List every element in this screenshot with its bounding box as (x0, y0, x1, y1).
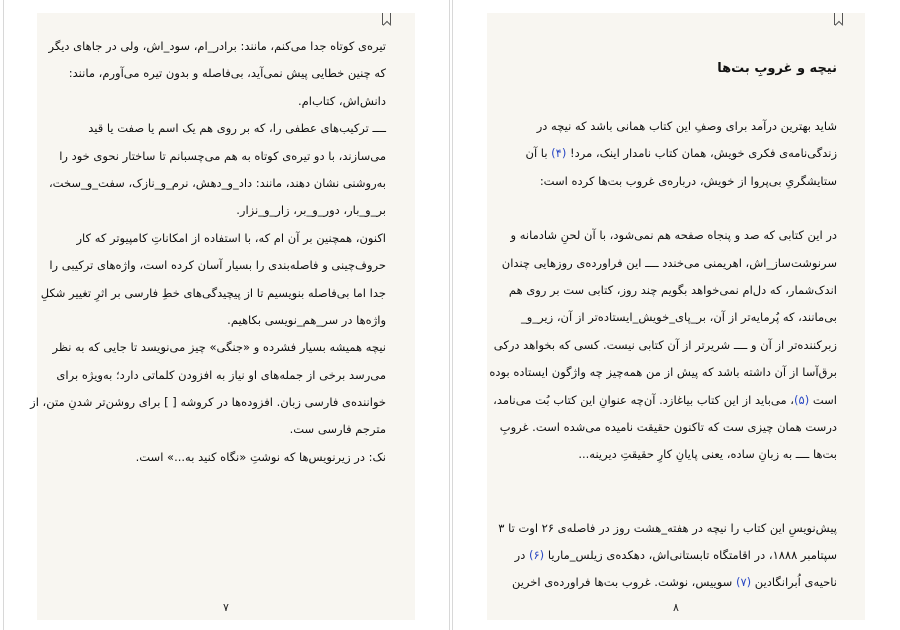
text-line: تیره‌ی کوتاه جدا می‌کنم، مانند: برادر_ام، سود_اش، ولی در جاهای دیگر (48, 39, 386, 53)
text-line: بی‌مانند، که پُرمایه‌تر از آن، بر_پای_خویش_ایستاده‌تر از آن، زیر_و_ (521, 310, 837, 325)
page-number: ۸ (673, 601, 679, 614)
text-segment: است (809, 392, 837, 407)
paragraph-gap (517, 469, 837, 515)
text-line: درست همان چیزی ست که تاکنون حقیقت نامیده می‌شده است. غروبِ (499, 419, 837, 434)
footnote-link[interactable]: (۵) (794, 392, 810, 407)
text-segment: ناحیه‌ی اُبرانگادین (751, 575, 837, 590)
text-line: در این کتابی که صد و پنجاه صفحه هم نمی‌شود، با آن لحنِ شادمانه و (510, 228, 837, 243)
text-line: جدا اما بی‌فاصله بنویسیم تا از پیچیدگی‌های خطِ فارسی بر اثرِ تغییر شکلِ (40, 285, 386, 300)
text-segment: ، می‌باید از این کتاب بیاغازد. آن‌چه عنوانِ این کتاب بُت می‌نامد، (493, 392, 795, 407)
text-line: ستایشگریِ بی‌پروا از خویش، درباره‌ی غروب بت‌ها کرده است: (539, 173, 837, 188)
bookmark-icon[interactable] (834, 13, 843, 25)
page-left[interactable] (30, 13, 415, 620)
text-segment: در (514, 548, 529, 563)
text-line: نیچه همیشه بسیار فشرده و «جنگی» چیز می‌نویسد تا جایی که به نظر (52, 340, 386, 355)
footnote-link[interactable]: (۶) (528, 548, 545, 563)
text-segment: زندگی‌نامه‌ی فکری خویش، همان کتاب نامدار اینک، مرد! (566, 146, 837, 161)
text-line: اندک‌شمار، که دل‌ام نمی‌خواهد بگویم چند روز، کتابی ست بر روی هم (508, 282, 837, 297)
text-line (517, 140, 837, 167)
text-line: اکنون، همچنین بر آن ام که، با استفاده از امکاناتِ کامپیوتر که کار (76, 230, 386, 245)
text-line: سرنوشت‌ساز_اش، اهریمنی می‌خندد ــــ این فراورده‌ی روزهایی چندان (501, 255, 837, 270)
bookmark-icon[interactable] (382, 13, 391, 25)
text-line: بر_و_بار، دور_و_بر، زار_و_نزار. (236, 203, 386, 218)
text-line: که چنین خطایی پیش نمی‌آید، بی‌فاصله و بدون تیره می‌آورم، مانند: (68, 66, 386, 81)
text-line: برق‌آسا از آن داشته باشد که پیش از من همه‌چیز چه واژگون ایستاده بوده (489, 365, 837, 380)
text-segment: سوییس، نوشت. غروب بت‌ها فراورده‌ی اخرین (511, 575, 736, 590)
text-segment: سپتامبر ۱۸۸۸، در اقامتگاه تابستانی‌اش، دهکده‌ی زیلس_ماریا (544, 548, 837, 563)
page-right-text (489, 113, 837, 597)
text-line: خواننده‌ی فارسی زبان. افزوده‌ها در کروشه [ ] برای روشن‌تر شدنِ متن، از (30, 395, 386, 410)
viewer-spine (449, 0, 450, 630)
viewer-spine-2 (452, 0, 453, 630)
text-line: حروف‌چینی و فاصله‌بندی را بسیار آسان کرده است، واژه‌های ترکیبی را (49, 258, 386, 273)
text-segment: با آن (525, 146, 552, 161)
footnote-link[interactable]: (۴) (551, 146, 567, 161)
text-line (511, 569, 837, 596)
text-line: به‌روشنی نشان دهند، مانند: داد_و_دهش، نرم_و_نازک، سفت_و_سخت، (48, 175, 386, 190)
text-line: بت‌ها ــــ به زبانِ ساده، یعنی پایانِ کارِ حقیقتِ دیرینه... (578, 447, 837, 462)
page-number: ۷ (223, 601, 229, 614)
text-line (493, 387, 837, 414)
text-line: می‌سازند، با دو تیره‌ی کوتاه به هم می‌چسبانم تا ساختار نحوی خود را (59, 148, 386, 163)
text-line: واژه‌ها در سر_هم_نویسی بکاهیم. (227, 312, 386, 327)
page-left-text (30, 33, 386, 471)
text-line: زبرکننده‌تر از آن و ــــ شریرتر از آن کتابی نیست. کسی که بخواهد درکی (493, 337, 837, 352)
text-line: شاید بهترین درآمد برای وصفِ این کتاب همانی باشد که نیچه در (536, 119, 837, 133)
text-line: می‌رسد برخی از جمله‌های او نیاز به افزودن کلماتی دارد؛ به‌ویژه برای (56, 367, 386, 382)
text-line: پیش‌نویسِ این کتاب را نیچه در هفته_هشت روز در فاصله‌ی ۲۶ اوت تا ۳ (498, 520, 837, 535)
text-line: ــــ ترکیب‌های عطفی را، که بر روی هم یک اسم یا صفت یا قید (88, 121, 386, 136)
paragraph-gap (517, 195, 837, 222)
viewer-edge-left (3, 0, 4, 630)
chapter-heading: نیچه و غروبِ بت‌ها (717, 61, 837, 76)
text-line: مترجم فارسی ست. (289, 422, 386, 437)
footnote-link[interactable]: (۷) (735, 575, 752, 590)
text-line: دانش‌اش، کتاب‌ام. (297, 93, 386, 108)
page-right[interactable] (487, 13, 865, 620)
text-line: نک: در زیرنویس‌ها که نوشتِ «نگاه کنید به...» است. (135, 449, 386, 464)
text-line (514, 542, 837, 569)
